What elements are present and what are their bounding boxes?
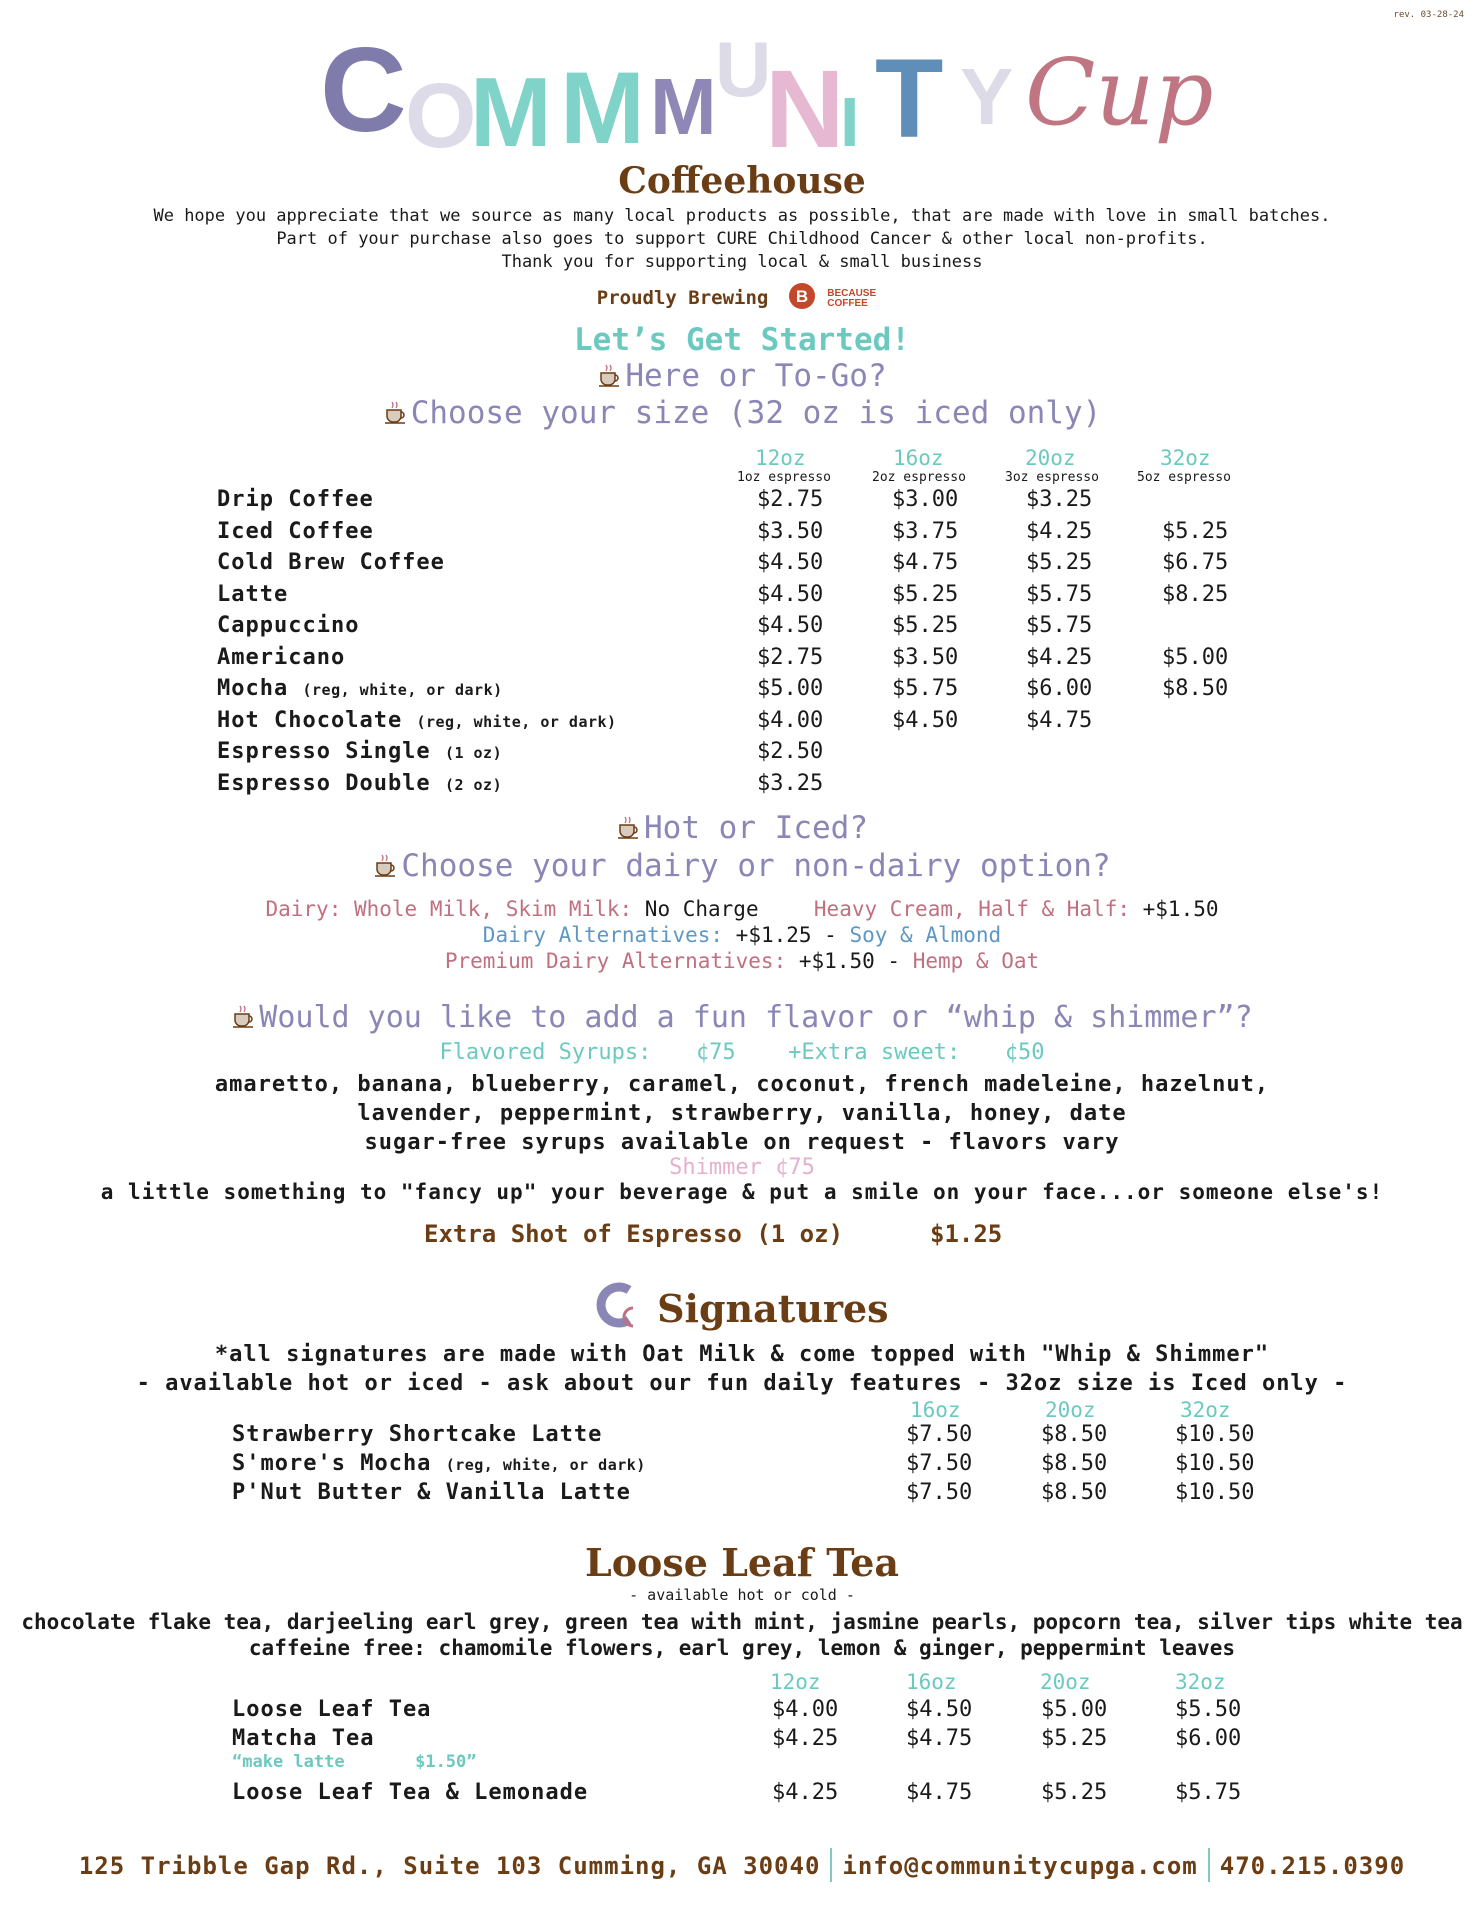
tea-item-price: $5.00 bbox=[1041, 1697, 1108, 1722]
item-name: Matcha Tea bbox=[232, 1726, 375, 1751]
coffee-item-name bbox=[217, 771, 502, 796]
tea-varieties: chocolate flake tea, darjeeling earl grey, green tea with mint, jasmine pearls, popcorn tea, silver tips white tea bbox=[21, 1610, 1463, 1634]
tea-item-price: $5.25 bbox=[1041, 1780, 1108, 1805]
coffee-cup-icon bbox=[383, 397, 409, 423]
footer-phone[interactable]: 470.215.0390 bbox=[1219, 1852, 1406, 1880]
intro-text bbox=[0, 205, 1484, 274]
size-32oz: 32oz bbox=[1160, 446, 1211, 470]
because-coffee-logo bbox=[788, 282, 816, 315]
tea-item-price: $5.75 bbox=[1175, 1780, 1242, 1805]
choose-size: Choose your size (32 oz is iced only) bbox=[0, 395, 1484, 431]
coffee-item-price: $5.25 bbox=[1026, 550, 1093, 575]
coffee-item-price: $6.75 bbox=[1162, 550, 1229, 575]
item-name: Strawberry Shortcake Latte bbox=[232, 1422, 603, 1447]
extra-shot-price: $1.25 bbox=[930, 1220, 1003, 1248]
coffee-item-price: $5.00 bbox=[1162, 644, 1229, 670]
footer-divider bbox=[830, 1848, 832, 1882]
item-note: (reg, white, or dark) bbox=[416, 712, 617, 731]
tea-item-price: $4.75 bbox=[906, 1780, 973, 1805]
coffee-item-price: $5.25 bbox=[892, 581, 959, 607]
shimmer-price: Shimmer ¢75 bbox=[669, 1155, 815, 1180]
footer-address: 125 Tribble Gap Rd., Suite 103 Cumming, GA 30040 bbox=[78, 1852, 821, 1880]
coffee-item-price: $4.00 bbox=[757, 707, 824, 733]
signature-item-price: $10.50 bbox=[1175, 1422, 1255, 1447]
revision-date: rev. 03-28-24 bbox=[1393, 10, 1464, 20]
coffee-item-price: $4.75 bbox=[892, 550, 959, 575]
signature-item-price: $10.50 bbox=[1175, 1451, 1255, 1476]
item-name: Espresso Single bbox=[217, 739, 431, 764]
tea-item-name bbox=[232, 1726, 374, 1751]
coffee-item-price: $4.25 bbox=[1026, 518, 1093, 544]
coffeehouse-heading: Coffeehouse bbox=[618, 160, 866, 202]
coffee-item-price: $3.75 bbox=[892, 518, 959, 544]
espresso-16oz: 2oz espresso bbox=[872, 470, 966, 485]
flavor-list bbox=[0, 1070, 1484, 1157]
cc-logo-icon bbox=[595, 1280, 641, 1336]
item-note: (reg, white, or dark) bbox=[302, 681, 503, 699]
syrup-prices: Flavored Syrups: ¢75 +Extra sweet: ¢50 bbox=[439, 1040, 1045, 1065]
signature-item-name bbox=[232, 1422, 602, 1447]
signature-item-price: $10.50 bbox=[1175, 1480, 1255, 1505]
espresso-20oz: 3oz espresso bbox=[1005, 470, 1099, 485]
coffee-item-name bbox=[217, 487, 374, 512]
item-note: (2 oz) bbox=[444, 775, 503, 794]
tea-item-price: $4.75 bbox=[906, 1726, 973, 1751]
item-note: (1 oz) bbox=[444, 744, 503, 762]
tea-item-price: $5.50 bbox=[1175, 1697, 1242, 1722]
signature-item-name bbox=[232, 1451, 646, 1476]
item-name: S'more's Mocha bbox=[232, 1451, 432, 1476]
community-cup-logo: C O M M M U N I T Y Cup bbox=[320, 23, 1214, 171]
signature-item-price: $8.50 bbox=[1041, 1422, 1108, 1447]
dairy-line-1: Dairy: Whole Milk, Skim Milk: No Charge Heavy Cream, Half & Half: +$1.50 bbox=[265, 897, 1219, 921]
coffee-item-price: $5.25 bbox=[1162, 518, 1229, 544]
dairy-question: Choose your dairy or non-dairy option? bbox=[0, 848, 1484, 884]
tea-item-price: $4.25 bbox=[772, 1726, 839, 1751]
item-name: Cappuccino bbox=[217, 613, 360, 638]
coffee-item-name bbox=[217, 613, 359, 638]
signature-item-price: $7.50 bbox=[906, 1480, 973, 1505]
extra-shot-label: Extra Shot of Espresso (1 oz) bbox=[424, 1220, 844, 1248]
here-or-togo: Here or To-Go? bbox=[0, 358, 1484, 394]
tea-item-name bbox=[232, 1697, 431, 1722]
item-name: Iced Coffee bbox=[217, 518, 374, 544]
coffee-item-price: $2.75 bbox=[757, 644, 824, 670]
item-name: Mocha bbox=[217, 676, 289, 701]
tea-item-price: $5.25 bbox=[1041, 1726, 1108, 1751]
svg-text:B: B bbox=[795, 287, 808, 306]
item-name: Drip Coffee bbox=[217, 487, 374, 512]
brewing-brand: BECAUSE COFFEE bbox=[827, 287, 877, 309]
sig-size-16oz: 16oz bbox=[910, 1398, 961, 1422]
coffee-item-price: $4.50 bbox=[892, 707, 959, 733]
dairy-line-3: Premium Dairy Alternatives: +$1.50 - Hemp & Oat bbox=[444, 949, 1040, 973]
size-12oz: 12oz bbox=[755, 446, 806, 470]
coffee-item-name bbox=[217, 645, 345, 670]
coffee-item-name bbox=[217, 676, 503, 701]
item-name: Latte bbox=[217, 581, 289, 607]
hot-or-iced: Hot or Iced? bbox=[0, 810, 1484, 846]
tea-size-12oz: 12oz bbox=[770, 1670, 821, 1694]
tea-caffeine-free: caffeine free: chamomile flowers, earl grey, lemon & ginger, peppermint leaves bbox=[248, 1636, 1236, 1660]
item-name: Americano bbox=[217, 644, 346, 670]
coffee-item-name bbox=[217, 708, 617, 733]
footer-divider bbox=[1208, 1848, 1210, 1882]
tea-item-name: Loose Leaf Tea & Lemonade bbox=[232, 1780, 589, 1805]
footer bbox=[0, 1848, 1484, 1882]
coffee-item-price: $4.25 bbox=[1026, 644, 1093, 670]
signature-item-price: $8.50 bbox=[1041, 1480, 1108, 1505]
coffee-item-price: $5.75 bbox=[1026, 581, 1093, 607]
signatures-notes: *all signatures are made with Oat Milk & come topped with "Whip & Shimmer" - available hot or iced - ask about our fun daily features - 32oz size is Iced only - bbox=[136, 1342, 1348, 1396]
sig-size-20oz: 20oz bbox=[1045, 1398, 1096, 1422]
signatures-heading: Signatures bbox=[0, 1280, 1484, 1336]
coffee-item-price: $4.50 bbox=[757, 550, 824, 575]
coffee-item-price: $6.00 bbox=[1026, 676, 1093, 701]
coffee-item-name bbox=[217, 739, 502, 764]
item-name: Espresso Double bbox=[217, 770, 431, 796]
item-note: (reg, white, or dark) bbox=[445, 1456, 646, 1474]
signature-item-name bbox=[232, 1480, 631, 1505]
signature-item-price: $8.50 bbox=[1041, 1451, 1108, 1476]
coffee-item-price: $2.75 bbox=[757, 487, 824, 512]
dairy-line-2: Dairy Alternatives: +$1.25 - Soy & Almond bbox=[482, 923, 1002, 947]
item-name: P'Nut Butter & Vanilla Latte bbox=[232, 1480, 631, 1505]
tea-item-price: $6.00 bbox=[1175, 1726, 1242, 1751]
size-16oz: 16oz bbox=[893, 446, 944, 470]
coffee-item-name bbox=[217, 550, 445, 575]
coffee-cup-icon bbox=[597, 360, 623, 386]
coffee-cup-icon bbox=[373, 850, 399, 876]
item-name: Cold Brew Coffee bbox=[217, 550, 445, 575]
tea-subtitle: - available hot or cold - bbox=[629, 1586, 855, 1604]
tea-item-price: $4.25 bbox=[772, 1780, 839, 1805]
coffee-item-price: $5.75 bbox=[1026, 613, 1093, 638]
size-20oz: 20oz bbox=[1025, 446, 1076, 470]
flavor-line: sugar-free syrups available on request - flavors vary bbox=[364, 1130, 1120, 1155]
coffee-item-price: $4.50 bbox=[757, 613, 824, 638]
item-name: Hot Chocolate bbox=[217, 707, 403, 733]
coffee-cup-icon bbox=[231, 1002, 257, 1028]
sig-size-32oz: 32oz bbox=[1180, 1398, 1231, 1422]
coffee-item-price: $8.25 bbox=[1162, 581, 1229, 607]
espresso-12oz: 1oz espresso bbox=[737, 470, 831, 485]
intro-line: Thank you for supporting local & small business bbox=[501, 252, 983, 272]
coffee-item-price: $4.75 bbox=[1026, 707, 1093, 733]
coffee-item-price: $2.50 bbox=[757, 739, 824, 764]
espresso-32oz: 5oz espresso bbox=[1137, 470, 1231, 485]
tea-item-price: $4.50 bbox=[906, 1697, 973, 1722]
coffee-item-price: $8.50 bbox=[1162, 676, 1229, 701]
coffee-item-price: $5.25 bbox=[892, 613, 959, 638]
footer-email[interactable]: info@communitycupga.com bbox=[842, 1852, 1198, 1880]
coffee-cup-icon bbox=[616, 812, 642, 838]
coffee-item-name bbox=[217, 582, 288, 607]
tea-size-16oz: 16oz bbox=[906, 1670, 957, 1694]
lets-get-started: Let’s Get Started! bbox=[574, 322, 910, 358]
tea-heading: Loose Leaf Tea bbox=[584, 1540, 900, 1585]
tea-size-20oz: 20oz bbox=[1040, 1670, 1091, 1694]
tea-size-32oz: 32oz bbox=[1175, 1670, 1226, 1694]
coffee-item-name bbox=[217, 519, 374, 544]
coffee-item-price: $3.50 bbox=[892, 644, 959, 670]
item-name: Loose Leaf Tea bbox=[232, 1697, 432, 1722]
coffee-item-price: $3.25 bbox=[757, 770, 824, 796]
coffee-item-price: $5.75 bbox=[892, 676, 959, 701]
proudly-brewing bbox=[0, 282, 1484, 315]
latte-note: “make latte $1.50” bbox=[232, 1752, 477, 1772]
intro-line: We hope you appreciate that we source as many local products as possible, that are made with love in small batches. bbox=[153, 206, 1331, 226]
intro-line: Part of your purchase also goes to support CURE Childhood Cancer & other local non-profits. bbox=[276, 229, 1208, 249]
shimmer-note: a little something to "fancy up" your beverage & put a smile on your face...or someone else's! bbox=[100, 1180, 1384, 1204]
coffee-item-price: $4.50 bbox=[757, 581, 824, 607]
coffee-item-price: $3.00 bbox=[892, 487, 959, 512]
coffee-item-price: $3.50 bbox=[757, 518, 824, 544]
signature-item-price: $7.50 bbox=[906, 1422, 973, 1447]
coffee-item-price: $3.25 bbox=[1026, 487, 1093, 512]
flavor-line: amaretto, banana, blueberry, caramel, coconut, french madeleine, hazelnut, bbox=[214, 1072, 1270, 1097]
flavor-question: Would you like to add a fun flavor or “whip & shimmer”? bbox=[0, 1000, 1484, 1035]
tea-item-price: $4.00 bbox=[772, 1697, 839, 1722]
flavor-line: lavender, peppermint, strawberry, vanilla, honey, date bbox=[357, 1101, 1127, 1126]
signature-item-price: $7.50 bbox=[906, 1451, 973, 1476]
brewing-label: Proudly Brewing bbox=[596, 287, 769, 309]
coffee-item-price: $5.00 bbox=[757, 676, 824, 701]
